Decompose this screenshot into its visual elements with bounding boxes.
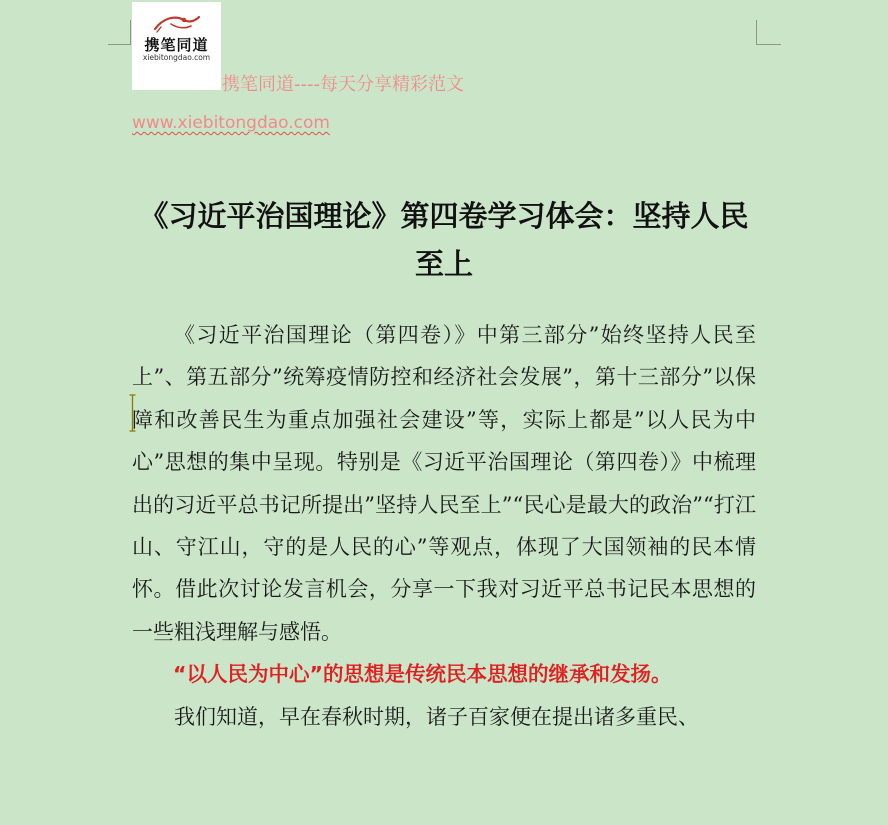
logo-name: 携笔同道 <box>144 36 209 54</box>
section-heading: “以人民为中心”的思想是传统民本思想的继承和发扬。 <box>173 662 672 687</box>
body-paragraph: 我们知道，早在春秋时期，诸子百家便在提出诸多重民、 <box>174 704 699 729</box>
brush-icon <box>151 12 203 34</box>
site-url-link[interactable]: www.xiebitongdao.com <box>132 113 330 133</box>
intro-paragraph: 《习近平治国理论（第四卷）》中第三部分”始终坚持人民至上”、第五部分”统筹疫情防控和经济社会发展”，第十三部分”以保障和改善民生为重点加强社会建设”等，实际上都是”以人民为中心”思想的集中呈现。特别是《习近平治国理论（第四卷）》中梳理出的习近平总书记所提出”坚持人民至上”“民心是最大的政治”“打江山、守江山，守的是人民的心”等观点，体现了大国领袖的民本情怀。借此次讨论发言机会，分享一下我对习近平总书记民本思想的一些粗浅理解与感悟。 <box>132 323 756 644</box>
site-logo <box>132 2 221 90</box>
document-body[interactable] <box>132 314 756 738</box>
top-right-margin-mark <box>756 20 781 45</box>
logo-url: xiebitongdao.com <box>142 53 211 62</box>
document-title: 《习近平治国理论》第四卷学习体会：坚持人民至上 <box>139 199 749 281</box>
top-left-margin-mark <box>108 20 131 45</box>
site-tagline: 携笔同道----每天分享精彩范文 <box>222 74 464 95</box>
